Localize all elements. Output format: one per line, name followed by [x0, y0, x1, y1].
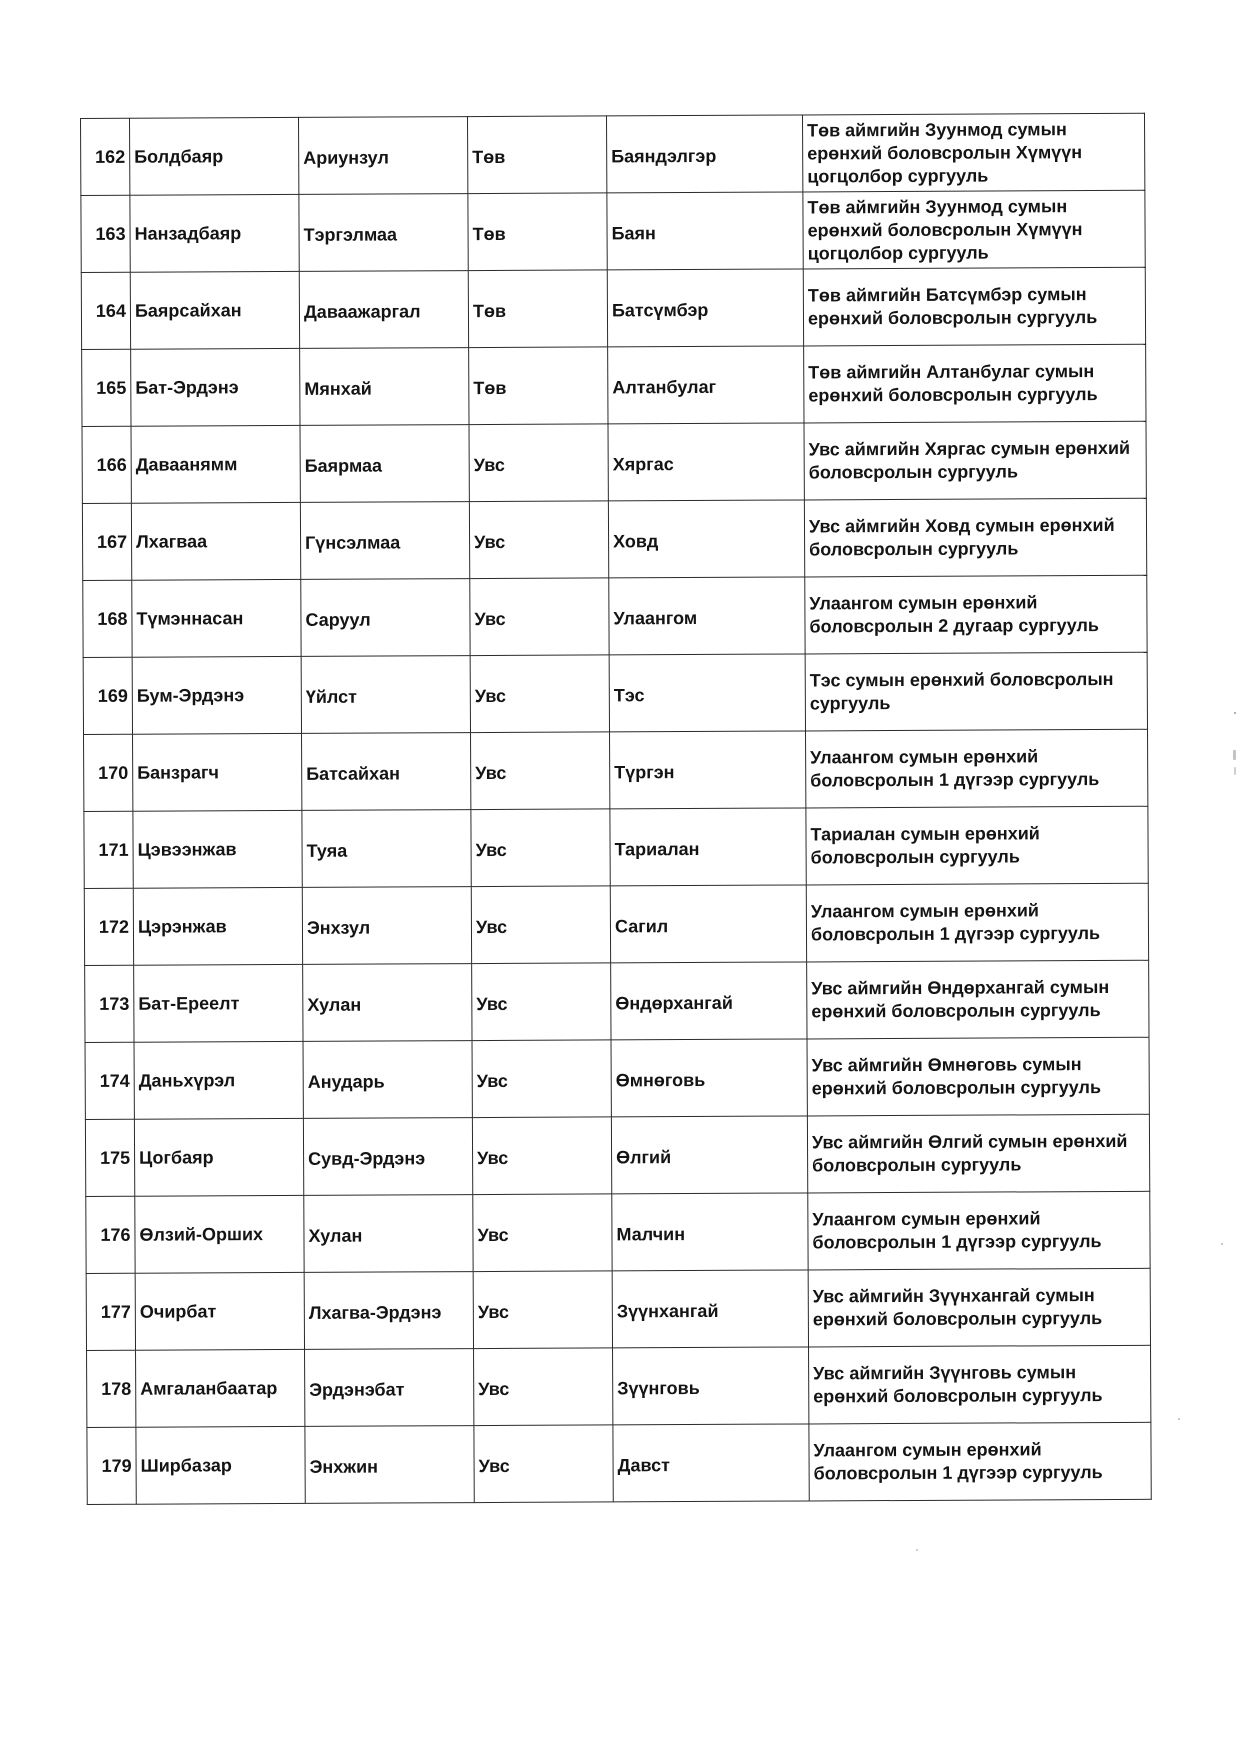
sum-cell	[611, 962, 807, 1040]
first-name-text: Даваажаргал	[303, 300, 421, 322]
school-cell: Тариалан сумын ерөнхий боловсролын сургууль	[806, 806, 1148, 885]
row-number-cell: 163	[81, 195, 130, 272]
first-name-cell	[303, 1118, 472, 1196]
row-number-cell: 172	[84, 888, 133, 965]
first-name-text: Туяа	[306, 840, 348, 861]
last-name-cell: Цогбаяр	[134, 1118, 303, 1196]
scan-speck	[1234, 712, 1236, 714]
sum-cell	[611, 1116, 807, 1194]
row-number-cell: 178	[87, 1350, 136, 1427]
table-row	[84, 806, 1148, 888]
row-number-cell: 164	[81, 272, 130, 349]
first-name-cell	[299, 271, 468, 349]
sum-cell	[610, 731, 806, 809]
school-cell: Увс аймгийн Ховд сумын ерөнхий боловсролын сургууль	[804, 498, 1146, 577]
participants-table	[80, 113, 1152, 1505]
sum-text: Баян	[611, 222, 656, 243]
row-number-cell: 169	[83, 657, 132, 734]
first-name-cell	[301, 579, 470, 657]
aimag-text: Увс	[478, 1378, 510, 1399]
last-name-cell: Даньхүрэл	[134, 1041, 303, 1119]
sum-text: Түргэн	[614, 761, 675, 782]
scan-speck	[1221, 1243, 1223, 1245]
aimag-text: Увс	[474, 608, 506, 629]
aimag-cell	[469, 424, 608, 502]
last-name-cell: Болдбаяр	[130, 117, 299, 195]
aimag-text: Увс	[473, 454, 505, 475]
first-name-cell	[305, 1349, 474, 1427]
table-row	[83, 652, 1147, 734]
aimag-text: Увс	[475, 916, 508, 937]
aimag-cell	[472, 1117, 611, 1195]
sum-text: Зүүнговь	[617, 1377, 700, 1398]
first-name-cell	[304, 1272, 473, 1350]
sum-cell	[610, 885, 806, 963]
table-row	[81, 113, 1145, 195]
school-cell: Улаангом сумын ерөнхий боловсролын 1 дүгээр сургууль	[806, 883, 1148, 962]
aimag-text: Увс	[476, 993, 508, 1014]
first-name-text: Лхагва-Эрдэнэ	[308, 1301, 442, 1323]
sum-text: Алтанбулаг	[612, 376, 717, 397]
aimag-text: Увс	[475, 762, 507, 783]
sum-cell	[613, 1424, 809, 1502]
last-name-cell: Банзрагч	[133, 733, 302, 811]
table-row	[85, 1037, 1149, 1119]
first-name-text: Сувд-Эрдэнэ	[308, 1147, 426, 1169]
last-name-cell: Бум-Эрдэнэ	[132, 656, 301, 734]
table-row	[83, 575, 1147, 657]
aimag-cell	[468, 270, 607, 348]
aimag-cell	[473, 1194, 612, 1272]
row-number-cell: 162	[81, 118, 130, 195]
sum-cell	[612, 1270, 808, 1348]
first-name-cell	[305, 1426, 474, 1504]
sum-text: Малчин	[616, 1223, 686, 1244]
row-number-cell: 174	[85, 1042, 134, 1119]
aimag-cell	[470, 578, 609, 656]
first-name-text: Саруул	[305, 609, 371, 630]
first-name-text: Энхжин	[309, 1456, 379, 1477]
sum-cell	[612, 1193, 808, 1271]
last-name-cell: Нанзадбаяр	[130, 194, 299, 272]
row-number-cell: 165	[82, 349, 131, 426]
first-name-cell	[301, 656, 470, 734]
aimag-text: Увс	[478, 1455, 510, 1476]
first-name-text: Энхзул	[306, 917, 371, 938]
school-cell: Улаангом сумын ерөнхий боловсролын 1 дүгээр сургууль	[808, 1191, 1150, 1270]
table-row	[84, 729, 1148, 811]
last-name-cell: Даваанямм	[131, 425, 300, 503]
first-name-text: Батсайхан	[306, 762, 400, 784]
scan-speck	[916, 1549, 918, 1551]
first-name-text: Мянхай	[304, 378, 372, 399]
sum-text: Сагил	[614, 915, 669, 936]
school-cell: Увс аймгийн Өлгий сумын ерөнхий боловсролын сургууль	[807, 1114, 1149, 1193]
first-name-cell	[299, 194, 468, 272]
first-name-text: Тэргэлмаа	[303, 223, 398, 245]
sum-text: Хяргас	[612, 453, 674, 474]
aimag-cell	[474, 1348, 613, 1426]
last-name-cell: Цэвээнжав	[133, 810, 302, 888]
table-row	[81, 190, 1145, 272]
first-name-cell	[302, 887, 471, 965]
first-name-cell	[300, 425, 469, 503]
scan-speck	[1234, 767, 1236, 775]
table-row	[85, 1114, 1149, 1196]
last-name-cell: Цэрэнжав	[133, 887, 302, 965]
aimag-cell	[469, 347, 608, 425]
school-cell: Төв аймгийн Зуунмод сумын ерөнхий боловсролын Хүмүүн цогцолбор сургууль	[802, 113, 1144, 192]
aimag-cell	[472, 963, 611, 1041]
sum-text: Өлгий	[616, 1146, 672, 1167]
sum-text: Ховд	[613, 530, 659, 551]
first-name-text: Хулан	[307, 994, 362, 1015]
sum-cell	[613, 1347, 809, 1425]
sum-text: Тэс	[613, 684, 645, 705]
table-row	[86, 1268, 1150, 1350]
aimag-text: Төв	[472, 300, 507, 321]
table-row	[81, 267, 1145, 349]
first-name-cell	[300, 502, 469, 580]
first-name-text: Анударь	[307, 1071, 385, 1092]
table-row	[87, 1345, 1151, 1427]
school-cell: Төв аймгийн Зуунмод сумын ерөнхий боловсролын Хүмүүн цогцолбор сургууль	[803, 190, 1145, 269]
sum-cell	[608, 423, 804, 501]
table-row	[82, 498, 1146, 580]
aimag-cell	[473, 1271, 612, 1349]
aimag-cell	[471, 886, 610, 964]
sum-text: Өндөрхангай	[615, 992, 733, 1013]
table-row	[82, 344, 1146, 426]
school-cell: Тэс сумын ерөнхий боловсролын сургууль	[805, 652, 1147, 731]
sum-cell	[608, 346, 804, 424]
first-name-cell	[300, 348, 469, 426]
first-name-text: Баярмаа	[304, 455, 383, 476]
sum-cell	[610, 808, 806, 886]
sum-text: Улаангом	[613, 607, 698, 628]
sum-cell	[609, 654, 805, 732]
row-number-cell: 168	[83, 580, 132, 657]
aimag-cell	[469, 501, 608, 579]
aimag-text: Увс	[477, 1147, 509, 1168]
row-number-cell: 167	[82, 503, 131, 580]
sum-text: Давст	[617, 1454, 670, 1475]
row-number-cell: 166	[82, 426, 131, 503]
last-name-cell: Өлзий-Орших	[135, 1195, 304, 1273]
row-number-cell: 171	[84, 811, 133, 888]
table-row	[85, 960, 1149, 1042]
last-name-cell: Амгаланбаатар	[136, 1349, 305, 1427]
aimag-text: Увс	[475, 839, 507, 860]
aimag-cell	[471, 732, 610, 810]
row-number-cell: 179	[87, 1427, 136, 1504]
school-cell: Увс аймгийн Өмнөговь сумын ерөнхий боловсролын сургууль	[807, 1037, 1149, 1116]
first-name-text: Үйлст	[305, 686, 357, 707]
last-name-cell: Лхагваа	[131, 502, 300, 580]
first-name-text: Гүнсэлмаа	[305, 531, 401, 553]
row-number-cell: 170	[84, 734, 133, 811]
sum-text: Батсүмбэр	[611, 299, 709, 320]
table-row	[87, 1422, 1151, 1504]
aimag-cell	[467, 116, 606, 194]
school-cell: Увс аймгийн Хяргас сумын ерөнхий боловсролын сургууль	[804, 421, 1146, 500]
row-number-cell: 173	[85, 965, 134, 1042]
aimag-text: Төв	[472, 223, 506, 244]
first-name-cell	[302, 810, 471, 888]
last-name-cell: Баярсайхан	[130, 271, 299, 349]
school-cell: Увс аймгийн Зүүнговь сумын ерөнхий боловсролын сургууль	[809, 1345, 1151, 1424]
scan-speck	[1178, 1418, 1180, 1420]
sum-cell	[609, 577, 805, 655]
row-number-cell: 176	[86, 1196, 135, 1273]
sum-cell	[607, 269, 803, 347]
first-name-cell	[298, 117, 467, 195]
school-cell: Увс аймгийн Өндөрхангай сумын ерөнхий боловсролын сургууль	[807, 960, 1149, 1039]
row-number-cell: 177	[86, 1273, 135, 1350]
aimag-cell	[470, 655, 609, 733]
sum-text: Тариалан	[614, 838, 700, 859]
school-cell: Увс аймгийн Зүүнхангай сумын ерөнхий боловсролын сургууль	[808, 1268, 1150, 1347]
aimag-text: Увс	[474, 685, 507, 706]
first-name-text: Ариунзул	[303, 146, 389, 168]
school-cell: Төв аймгийн Батсүмбэр сумын ерөнхий боловсролын сургууль	[803, 267, 1145, 346]
school-cell: Улаангом сумын ерөнхий боловсролын 1 дүгээр сургууль	[809, 1422, 1151, 1501]
table-row	[82, 421, 1146, 503]
sum-text: Зүүнхангай	[616, 1300, 719, 1321]
scan-speck	[1233, 750, 1236, 760]
aimag-cell	[474, 1425, 613, 1503]
aimag-text: Төв	[472, 146, 506, 167]
aimag-cell	[468, 193, 607, 271]
aimag-cell	[471, 809, 610, 887]
sum-cell	[607, 192, 803, 270]
aimag-text: Увс	[474, 531, 506, 552]
sum-cell	[606, 115, 802, 193]
aimag-text: Төв	[473, 377, 507, 398]
last-name-cell: Бат-Эрдэнэ	[131, 348, 300, 426]
first-name-cell	[302, 733, 471, 811]
school-cell: Улаангом сумын ерөнхий боловсролын 2 дугаар сургууль	[805, 575, 1147, 654]
aimag-cell	[472, 1040, 611, 1118]
school-cell: Төв аймгийн Алтанбулаг сумын ерөнхий боловсролын сургууль	[804, 344, 1146, 423]
school-cell: Улаангом сумын ерөнхий боловсролын 1 дүгээр сургууль	[806, 729, 1148, 808]
table-row	[86, 1191, 1150, 1273]
table-row	[84, 883, 1148, 965]
last-name-cell: Бат-Ереелт	[134, 964, 303, 1042]
sum-cell	[608, 500, 804, 578]
aimag-text: Увс	[477, 1224, 509, 1245]
sum-text: Баяндэлгэр	[611, 145, 717, 166]
first-name-cell	[303, 964, 472, 1042]
last-name-cell: Очирбат	[135, 1272, 304, 1350]
last-name-cell: Түмэннасан	[132, 579, 301, 657]
first-name-text: Эрдэнэбат	[309, 1378, 405, 1400]
row-number-cell: 175	[85, 1119, 134, 1196]
sum-cell	[611, 1039, 807, 1117]
first-name-text: Хулан	[308, 1225, 363, 1246]
last-name-cell: Ширбазар	[136, 1426, 305, 1504]
first-name-cell	[303, 1041, 472, 1119]
sum-text: Өмнөговь	[615, 1069, 706, 1090]
aimag-text: Увс	[477, 1301, 510, 1322]
aimag-text: Увс	[476, 1070, 508, 1091]
first-name-cell	[304, 1195, 473, 1273]
